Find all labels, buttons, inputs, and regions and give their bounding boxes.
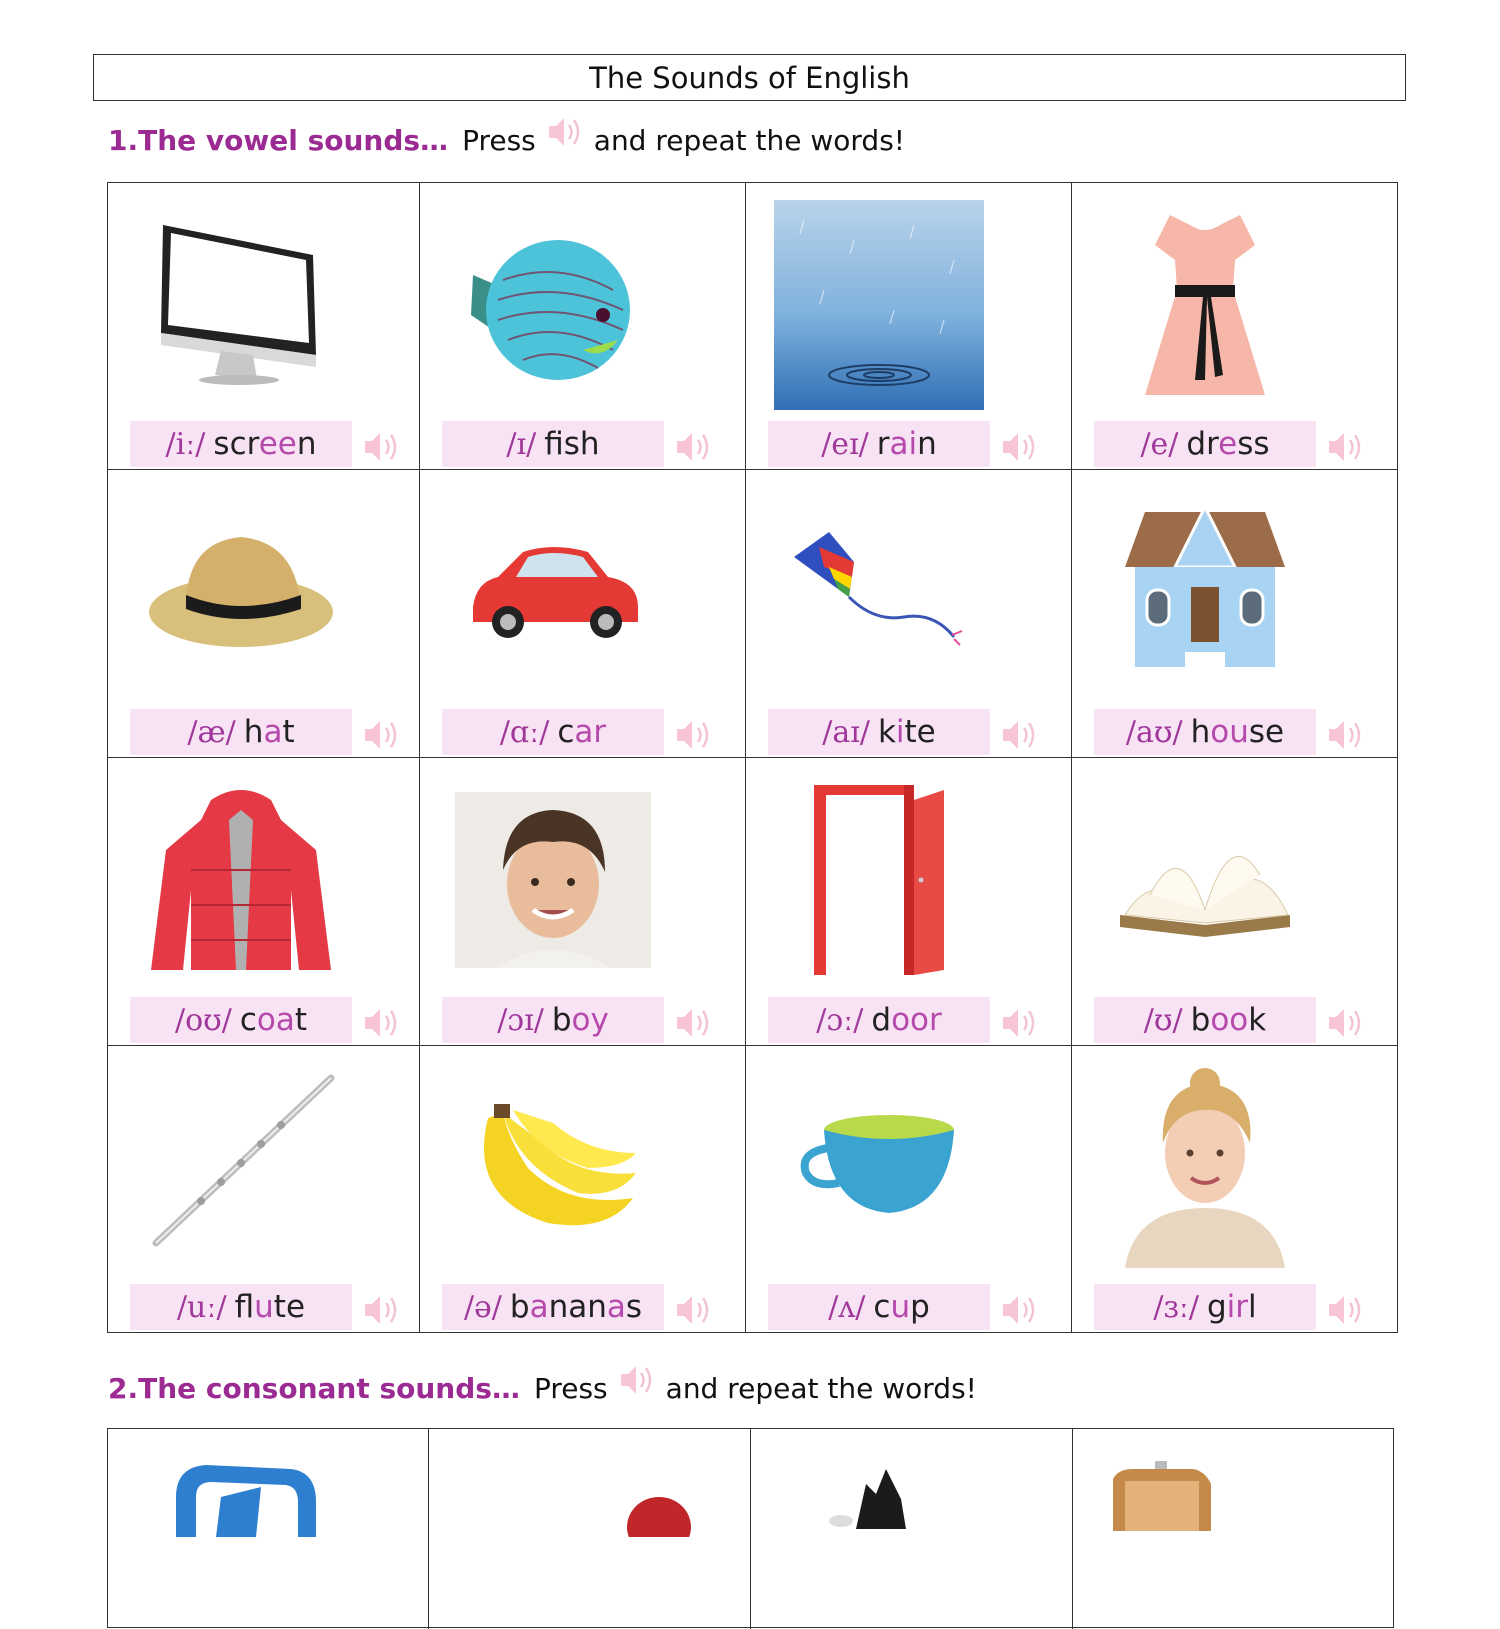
cup-picture [768, 1052, 990, 1284]
word-letters: r [876, 426, 890, 462]
word [1207, 1289, 1257, 1325]
vowel-card-car [420, 470, 746, 758]
speaker-icon [674, 717, 714, 753]
highlighted-letters: ou [1210, 714, 1249, 750]
word-label [1094, 1284, 1316, 1330]
black-object-picture [811, 1459, 941, 1533]
speaker-icon [1326, 429, 1366, 465]
word-label [1094, 709, 1316, 755]
word [510, 1289, 642, 1325]
dress-picture [1094, 189, 1316, 421]
vowel-card-boy [420, 758, 746, 1046]
speaker-icon [362, 1005, 402, 1041]
word-label [442, 997, 664, 1043]
play-sound-coat-button[interactable] [362, 1005, 402, 1041]
section-label: The consonant sounds… [138, 1371, 520, 1405]
word-letters: h [243, 714, 264, 750]
word-letters: l [1248, 1289, 1257, 1325]
word-label [130, 997, 352, 1043]
highlighted-letters: i [895, 714, 905, 750]
word-label [130, 1284, 352, 1330]
wooden-box-picture [1093, 1459, 1223, 1535]
instruction-rest: and repeat the words! [593, 123, 906, 157]
highlighted-letters: u [890, 1289, 911, 1325]
vowel-card-fish [420, 183, 746, 470]
word [213, 426, 316, 462]
ipa-symbol: /ɔː/ [816, 1002, 864, 1038]
play-sound-dress-button[interactable] [1326, 429, 1366, 465]
word-label [1094, 997, 1316, 1043]
ipa-symbol: /eɪ/ [821, 426, 869, 462]
vowel-card-computer-monitor [108, 183, 420, 470]
play-sound-book-button[interactable] [1326, 1005, 1366, 1041]
consonant-card-wooden-box [1073, 1429, 1393, 1629]
highlighted-letters: ar [574, 714, 607, 750]
ipa-symbol: /oʊ/ [174, 1002, 232, 1038]
word-letters: fl [234, 1289, 255, 1325]
ipa-symbol: /ə/ [463, 1289, 502, 1325]
word [544, 426, 599, 462]
speaker-icon [674, 429, 714, 465]
play-sound-girl-button[interactable] [1326, 1292, 1366, 1328]
word-label [768, 709, 990, 755]
boy-picture [442, 764, 664, 996]
word-letters: p [910, 1289, 930, 1325]
word-letters: t [294, 1002, 308, 1038]
house-picture [1094, 476, 1316, 708]
word-letters: dr [1186, 426, 1219, 462]
highlighted-letters: ai [889, 426, 918, 462]
ipa-symbol: /aɪ/ [822, 714, 870, 750]
speaker-icon [362, 1292, 402, 1328]
word-letters: k [877, 714, 896, 750]
speaker-icon [1000, 1292, 1040, 1328]
word [878, 714, 936, 750]
play-sound-fish-button[interactable] [674, 429, 714, 465]
word-label [1094, 421, 1316, 467]
play-sound-cup-button[interactable] [1000, 1292, 1040, 1328]
section-label: The vowel sounds… [138, 123, 449, 157]
highlighted-letters: oo [1210, 1002, 1249, 1038]
word-label [768, 421, 990, 467]
word-letters: b [551, 1002, 572, 1038]
section-heading-vowels [108, 122, 905, 158]
flute-picture [130, 1052, 352, 1284]
girl-picture [1094, 1052, 1316, 1284]
vowel-card-flute [108, 1046, 420, 1332]
vowel-card-hat [108, 470, 420, 758]
vowel-card-rain [746, 183, 1072, 470]
ipa-symbol: /ʌ/ [828, 1289, 866, 1325]
highlighted-letters: oy [571, 1002, 609, 1038]
door-picture [768, 764, 990, 996]
speaker-icon [362, 717, 402, 753]
speaker-icon [1326, 717, 1366, 753]
word-letters: t [282, 714, 295, 750]
vowel-card-bananas [420, 1046, 746, 1332]
word-letters: scr [213, 426, 259, 462]
speaker-icon [1000, 429, 1040, 465]
word [871, 1002, 941, 1038]
word-letters: nan [548, 1289, 607, 1325]
word [877, 426, 937, 462]
play-sound-hat-button[interactable] [362, 717, 402, 753]
speaker-icon [618, 1362, 656, 1398]
word-letters: b [509, 1289, 530, 1325]
speaker-icon [1000, 1005, 1040, 1041]
vowel-card-cup [746, 1046, 1072, 1332]
word [873, 1289, 929, 1325]
instruction-press: Press [533, 1371, 608, 1405]
word-letters: sh [563, 426, 600, 462]
word-label [768, 997, 990, 1043]
highlighted-letters: a [529, 1289, 549, 1325]
coat-picture [130, 764, 352, 996]
word-letters: n [296, 426, 317, 462]
highlighted-letters: e [1218, 426, 1238, 462]
section-heading-consonants [108, 1370, 977, 1406]
word [235, 1289, 305, 1325]
word-letters: c [557, 714, 575, 750]
word-letters: s [625, 1289, 643, 1325]
word-letters: c [873, 1289, 891, 1325]
word-letters: te [904, 714, 936, 750]
bananas-picture [442, 1052, 664, 1284]
highlighted-letters: u [254, 1289, 274, 1325]
word [244, 714, 295, 750]
play-sound-house-button[interactable] [1326, 717, 1366, 753]
red-object-picture [609, 1477, 709, 1541]
speaker-icon [674, 1292, 714, 1328]
ipa-symbol: /ɑː/ [499, 714, 550, 750]
rain-picture [768, 189, 990, 421]
play-sound-rain-button[interactable] [1000, 429, 1040, 465]
word-letters: ss [1237, 426, 1270, 462]
consonant-card-blue-object [108, 1429, 429, 1629]
highlighted-letters: a [263, 714, 283, 750]
vowel-card-kite [746, 470, 1072, 758]
word-label [768, 1284, 990, 1330]
word-letters: f [544, 426, 564, 462]
word-letters: c [239, 1002, 257, 1038]
play-sound-bananas-button[interactable] [674, 1292, 714, 1328]
vowel-card-house [1072, 470, 1397, 758]
ipa-symbol: /aʊ/ [1125, 714, 1183, 750]
play-sound-flute-button[interactable] [362, 1292, 402, 1328]
consonant-card-red-object [429, 1429, 751, 1629]
consonant-sounds-grid [107, 1428, 1394, 1628]
ipa-symbol: /e/ [1140, 426, 1179, 462]
document-title: The Sounds of English [93, 54, 1406, 101]
word [557, 714, 606, 750]
computer-monitor-picture [130, 189, 352, 421]
vowel-sounds-grid [107, 182, 1398, 1333]
word-label [442, 421, 664, 467]
word-letters: k [1248, 1002, 1267, 1038]
speaker-icon [362, 429, 402, 465]
word-label [442, 709, 664, 755]
word-letters: n [917, 426, 937, 462]
ipa-symbol: /ɔɪ/ [497, 1002, 544, 1038]
highlighted-letters: oor [891, 1002, 942, 1038]
highlighted-letters: oa [256, 1002, 295, 1038]
word-letters: b [1190, 1002, 1211, 1038]
instruction-press: Press [462, 123, 536, 157]
instruction-rest: and repeat the words! [665, 1371, 977, 1405]
highlighted-letters: a [606, 1289, 626, 1325]
vowel-card-coat [108, 758, 420, 1046]
play-sound-kite-button[interactable] [1000, 717, 1040, 753]
section-number: 2. [108, 1371, 139, 1405]
vowel-card-dress [1072, 183, 1397, 470]
ipa-symbol: /uː/ [176, 1289, 227, 1325]
book-picture [1094, 764, 1316, 996]
word-letters: d [871, 1002, 892, 1038]
word-label [442, 1284, 664, 1330]
ipa-symbol: /æ/ [187, 714, 236, 750]
hat-picture [130, 476, 352, 708]
play-sound-boy-button[interactable] [674, 1005, 714, 1041]
section-number: 1. [108, 123, 139, 157]
car-picture [442, 476, 664, 708]
play-sound-computer-monitor-button[interactable] [362, 429, 402, 465]
word-label [130, 709, 352, 755]
word-letters: g [1206, 1289, 1227, 1325]
play-sound-door-button[interactable] [1000, 1005, 1040, 1041]
ipa-symbol: /ʊ/ [1143, 1002, 1183, 1038]
play-sound-car-button[interactable] [674, 717, 714, 753]
word-letters: te [273, 1289, 306, 1325]
speaker-icon [546, 114, 584, 150]
ipa-symbol: /ɜː/ [1153, 1289, 1199, 1325]
word [1191, 1002, 1267, 1038]
speaker-icon [1326, 1292, 1366, 1328]
word [1191, 714, 1285, 750]
ipa-symbol: /ɪ/ [506, 426, 537, 462]
word [552, 1002, 609, 1038]
word [1186, 426, 1269, 462]
speaker-icon [674, 1005, 714, 1041]
ipa-symbol: /iː/ [165, 426, 206, 462]
word-letters: se [1248, 714, 1285, 750]
vowel-card-book [1072, 758, 1397, 1046]
word [240, 1002, 307, 1038]
word-letters: h [1190, 714, 1211, 750]
fish-picture [442, 189, 664, 421]
vowel-card-door [746, 758, 1072, 1046]
blue-object-picture [166, 1457, 326, 1541]
word-label [130, 421, 352, 467]
speaker-icon [1000, 717, 1040, 753]
vowel-card-girl [1072, 1046, 1397, 1332]
consonant-card-black-object [751, 1429, 1073, 1629]
highlighted-letters: ir [1226, 1289, 1248, 1325]
kite-picture [768, 476, 990, 708]
speaker-icon [1326, 1005, 1366, 1041]
highlighted-letters: ee [258, 426, 297, 462]
